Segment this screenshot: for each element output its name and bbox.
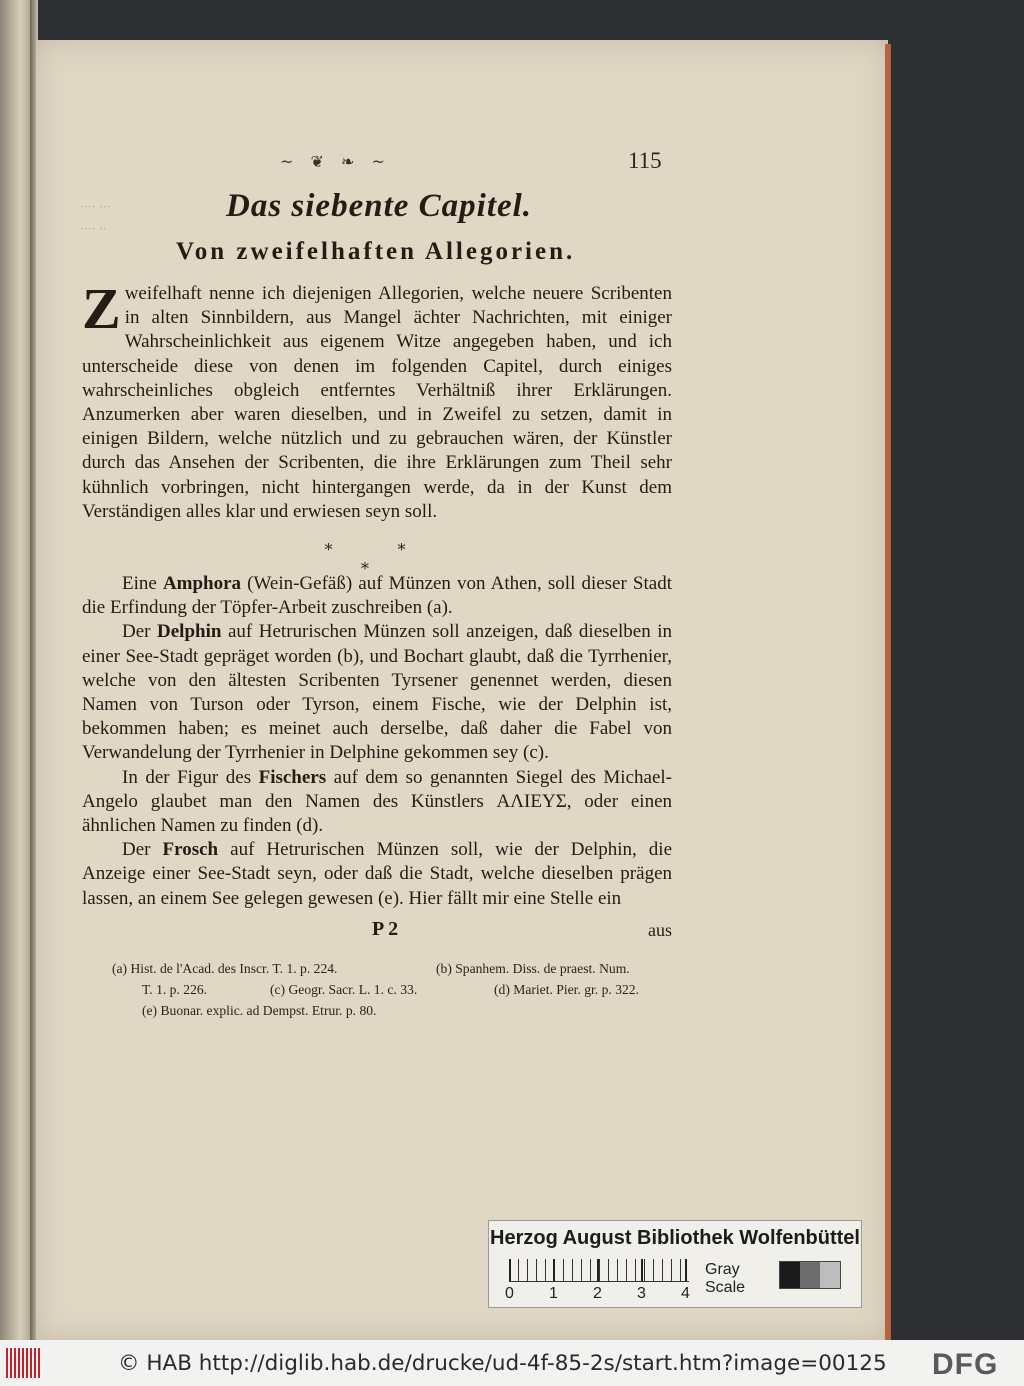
color-calibration-card [488, 1220, 862, 1308]
footnote-row [112, 979, 672, 1000]
entry-delphin [82, 620, 672, 765]
intro-text: weifelhaft nenne ich diejenigen Allegorien, welche neuere Scribenten in alten Sinnbildern, aus Mangel ächter Nachrichten, mit einiger Wahrscheinlichkeit aus eigenem Witze angegeben haben, und ich unterscheide diese von denen im folgenden Capitel, durch einiges wahrscheinliches obgleich entferntes Verhältniß ihrer Erklärungen. Anzumerken aber waren dieselben, und in Zweifel zu setzen, damit in einigen Bildern, welche nützlich und zu gebrauchen wären, der Künstler durch das Ansehen der Scribenten, die ihre Erklärungen zum Theil sehr kühnlich vorbringen, nicht hintergangen werde, da in der Kunst dem Verständigen alles klar und erwiesen seyn soll. [82, 283, 672, 522]
bleed-through-text: ···· ··· ···· ·· [80, 200, 111, 236]
signature-line [82, 918, 672, 948]
entry-text: Der [122, 621, 158, 643]
left-page-edge [0, 0, 34, 1340]
ruler-major-tick [597, 1259, 599, 1281]
footnote-b-cont: T. 1. p. 226. [142, 982, 208, 997]
entry-fischer [82, 766, 672, 839]
entry-text: In der Figur des [122, 766, 259, 788]
ruler-major-tick [641, 1259, 643, 1281]
footnotes [112, 958, 672, 1028]
entry-amphora [82, 572, 672, 620]
intro-paragraph [82, 276, 672, 542]
page-number: 115 [628, 148, 662, 173]
chapter-subtitle: Von zweifelhaften Allegorien. [176, 238, 576, 265]
gray-swatch [820, 1262, 840, 1288]
footnote-row [112, 1000, 672, 1021]
entry-text: Der [122, 839, 163, 861]
footnote-c: (c) Geogr. Sacr. L. 1. c. 33. [270, 982, 418, 997]
drop-cap: Z [82, 276, 121, 341]
gray-swatch [780, 1262, 800, 1288]
gray-scale-label: Gray Scale [705, 1261, 746, 1296]
entry-text: (Wein-Gefäß) auf Münzen von Athen, soll dieser Stadt die Erfindung der Töpfer-Arbeit zuschreiben (a). [82, 573, 672, 619]
entry-text: auf Hetrurischen Münzen soll, wie der Delphin, die Anzeige einer See-Stadt seyn, oder daß die Stadt, welche dieselben prägen lassen, an einem See gelegen gewesen (e). Hier fällt mir eine Stelle ein [82, 839, 673, 909]
entry-text: Eine [122, 573, 163, 594]
entry-term: Fischers [258, 766, 327, 788]
footer-copyright-link[interactable]: © HAB http://diglib.hab.de/drucke/ud-4f-85-2s/start.htm?image=00125 [118, 1351, 887, 1376]
header-ornament: ~ ❦ ❧ ~ [280, 152, 391, 171]
page-right-edge [885, 44, 891, 1340]
footnote-a: (a) Hist. de l'Acad. des Inscr. T. 1. p. 224. [112, 961, 338, 976]
chapter-title: Das siebente Capitel. [226, 188, 533, 224]
signature-mark: P 2 [372, 918, 399, 940]
entry-text: auf dem so genannten Siegel des Michael-Angelo glaubet man den Namen des Künstlers ΑΛΙΕΥΣ, oder einen ähnlichen Namen zu finden (d). [82, 766, 672, 837]
hab-logo-icon [6, 1348, 40, 1378]
gray-swatches [779, 1261, 841, 1289]
scale-number: 2 [593, 1285, 602, 1302]
footnote-row [112, 958, 672, 979]
footnote-b: (b) Spanhem. Diss. de praest. Num. [436, 961, 630, 976]
scale-ruler [509, 1259, 689, 1282]
entries [82, 572, 672, 922]
scale-number: 0 [505, 1285, 514, 1302]
ruler-major-tick [553, 1259, 555, 1281]
ruler-major-tick [685, 1259, 687, 1281]
ruler-major-tick [509, 1259, 511, 1281]
entry-term: Delphin [157, 621, 222, 643]
entry-text: auf Hetrurischen Münzen soll anzeigen, daß dieselben in einer See-Stadt gepräget worden (b), und Bochart glaubt, daß die Tyrrhenier, welche von den ältesten Scribenten Tyrsener genennet werden, diesen Namen von Turson oder Tyrson, einem Fische, wie der Delphin ist, bekommen haben; es meinet auch derselbe, daß daher die Fabel von Verwandelung der Tyrrhenier in Delphine gekommen sey (c). [82, 621, 672, 764]
footnote-e: (e) Buonar. explic. ad Dempst. Etrur. p. 80. [142, 1003, 377, 1018]
scale-number: 4 [681, 1285, 690, 1302]
entry-frosch [82, 838, 672, 911]
gray-swatch [800, 1262, 820, 1288]
dfg-logo: DFG [932, 1348, 999, 1381]
asterism: * * * [324, 540, 436, 578]
card-title: Herzog August Bibliothek Wolfenbüttel [490, 1227, 860, 1249]
entry-term: Frosch [162, 839, 219, 861]
footnote-d: (d) Mariet. Pier. gr. p. 322. [494, 982, 639, 997]
scale-number: 1 [549, 1285, 558, 1302]
catchword: aus [648, 920, 672, 940]
entry-term: Amphora [162, 573, 242, 594]
scale-number: 3 [637, 1285, 646, 1302]
